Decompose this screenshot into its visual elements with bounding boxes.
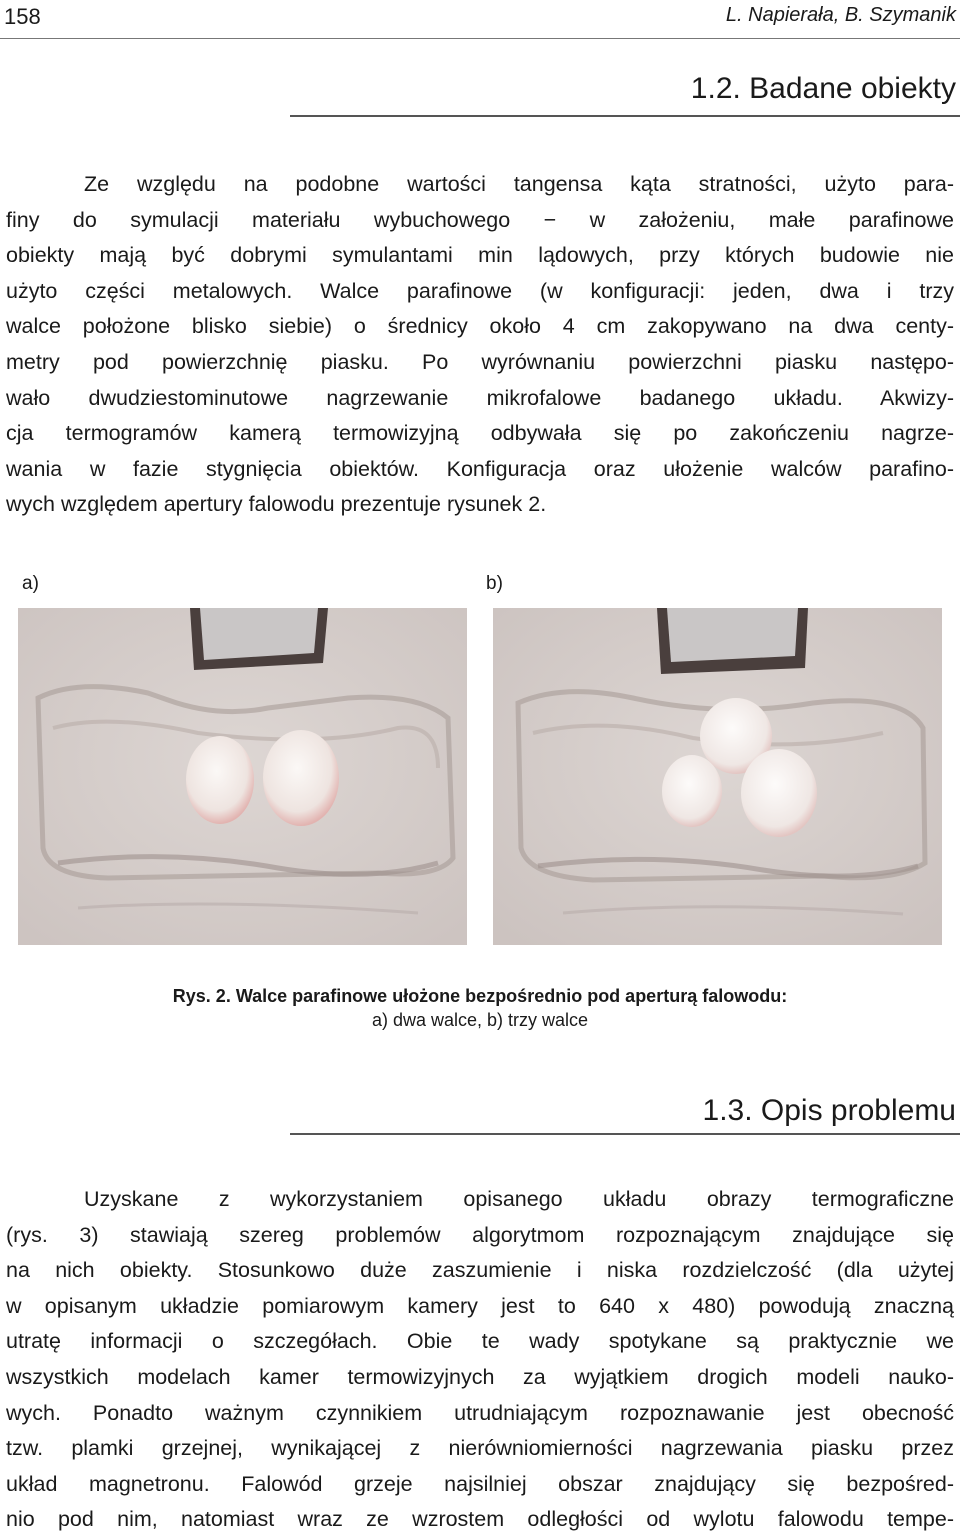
paragraph-opis-problemu <box>6 1182 954 1538</box>
section-heading-opis-problemu: 1.3. Opis problemu <box>702 1094 956 1127</box>
paragraph-badane-obiekty <box>6 167 954 523</box>
figure-caption-title: Rys. 2. Walce parafinowe ułożone bezpośrednio pod aperturą falowodu: <box>172 986 788 1006</box>
text-line: Uzyskane z wykorzystaniem opisanego układu obrazy termograficzne <box>84 1187 954 1211</box>
text-line: finy do symulacji materiału wybuchowego − w założeniu, małe parafinowe <box>6 207 954 232</box>
section-heading-badane-obiekty: 1.2. Badane obiekty <box>690 72 956 105</box>
page-number: 158 <box>4 4 41 29</box>
text-line: wania w fazie stygnięcia obiektów. Konfiguracja oraz ułożenie walców parafino- <box>6 456 954 481</box>
text-line: Ze względu na podobne wartości tangensa kąta stratności, użyto para- <box>84 172 954 196</box>
section-heading-underline <box>290 1133 960 1135</box>
text-line: walce położone blisko siebie) o średnicy około 4 cm zakopywano na dwa centy- <box>6 314 954 339</box>
figure-caption-detail: a) dwa walce, b) trzy walce <box>371 1010 589 1030</box>
text-line: tzw. plamki grzejnej, wynikającej z nierówniomierności nagrzewania piasku przez <box>6 1436 954 1461</box>
photo-two-paraffin-cylinders <box>18 608 467 945</box>
figure-caption <box>0 984 960 1032</box>
text-line: wych względem apertury falowodu prezentuje rysunek 2. <box>6 492 547 517</box>
text-line: nio pod nim, natomiast wraz ze wzrostem odległości od wylotu falowodu tempe- <box>6 1507 954 1532</box>
panel-label-b: b) <box>486 573 503 594</box>
text-line: obiekty mają być dobrymi symulantami min lądowych, przy których budowie nie <box>6 243 954 268</box>
text-line: w opisanym układzie pomiarowym kamery jest to 640 x 480) powodują znaczną <box>6 1293 954 1318</box>
text-line: wych. Ponadto ważnym czynnikiem utrudniającym rozpoznawanie jest obecność <box>6 1400 954 1425</box>
text-line: układ magnetronu. Falowód grzeje najsilniej obszar znajdujący się bezpośred- <box>6 1471 954 1496</box>
text-line: wało dwudziestominutowe nagrzewanie mikrofalowe badanego układu. Akwizy- <box>6 385 954 410</box>
photo-three-paraffin-cylinders <box>493 608 942 945</box>
text-line: cja termogramów kamerą termowizyjną odbywała się po zakończeniu nagrze- <box>6 421 954 446</box>
panel-label-a: a) <box>22 573 39 594</box>
text-line: (rys. 3) stawiają szereg problemów algorytmom rozpoznającym znajdujące się <box>6 1222 954 1247</box>
text-line: na nich obiekty. Stosunkowo duże zaszumienie i niska rozdzielczość (dla użytej <box>6 1258 954 1283</box>
text-line: metry pod powierzchnię piasku. Po wyrównaniu powierzchni piasku następo- <box>6 349 954 374</box>
section-heading-underline <box>290 115 960 117</box>
text-line: utratę informacji o szczegółach. Obie te wady spotykane są praktycznie we <box>6 1329 954 1354</box>
header-divider <box>0 38 960 39</box>
running-header-authors: L. Napierała, B. Szymanik <box>725 4 956 26</box>
text-line: użyto części metalowych. Walce parafinowe (w konfiguracji: jeden, dwa i trzy <box>6 278 954 303</box>
text-line: wszystkich modelach kamer termowizyjnych za wyjątkiem drogich modeli nauko- <box>6 1364 954 1389</box>
